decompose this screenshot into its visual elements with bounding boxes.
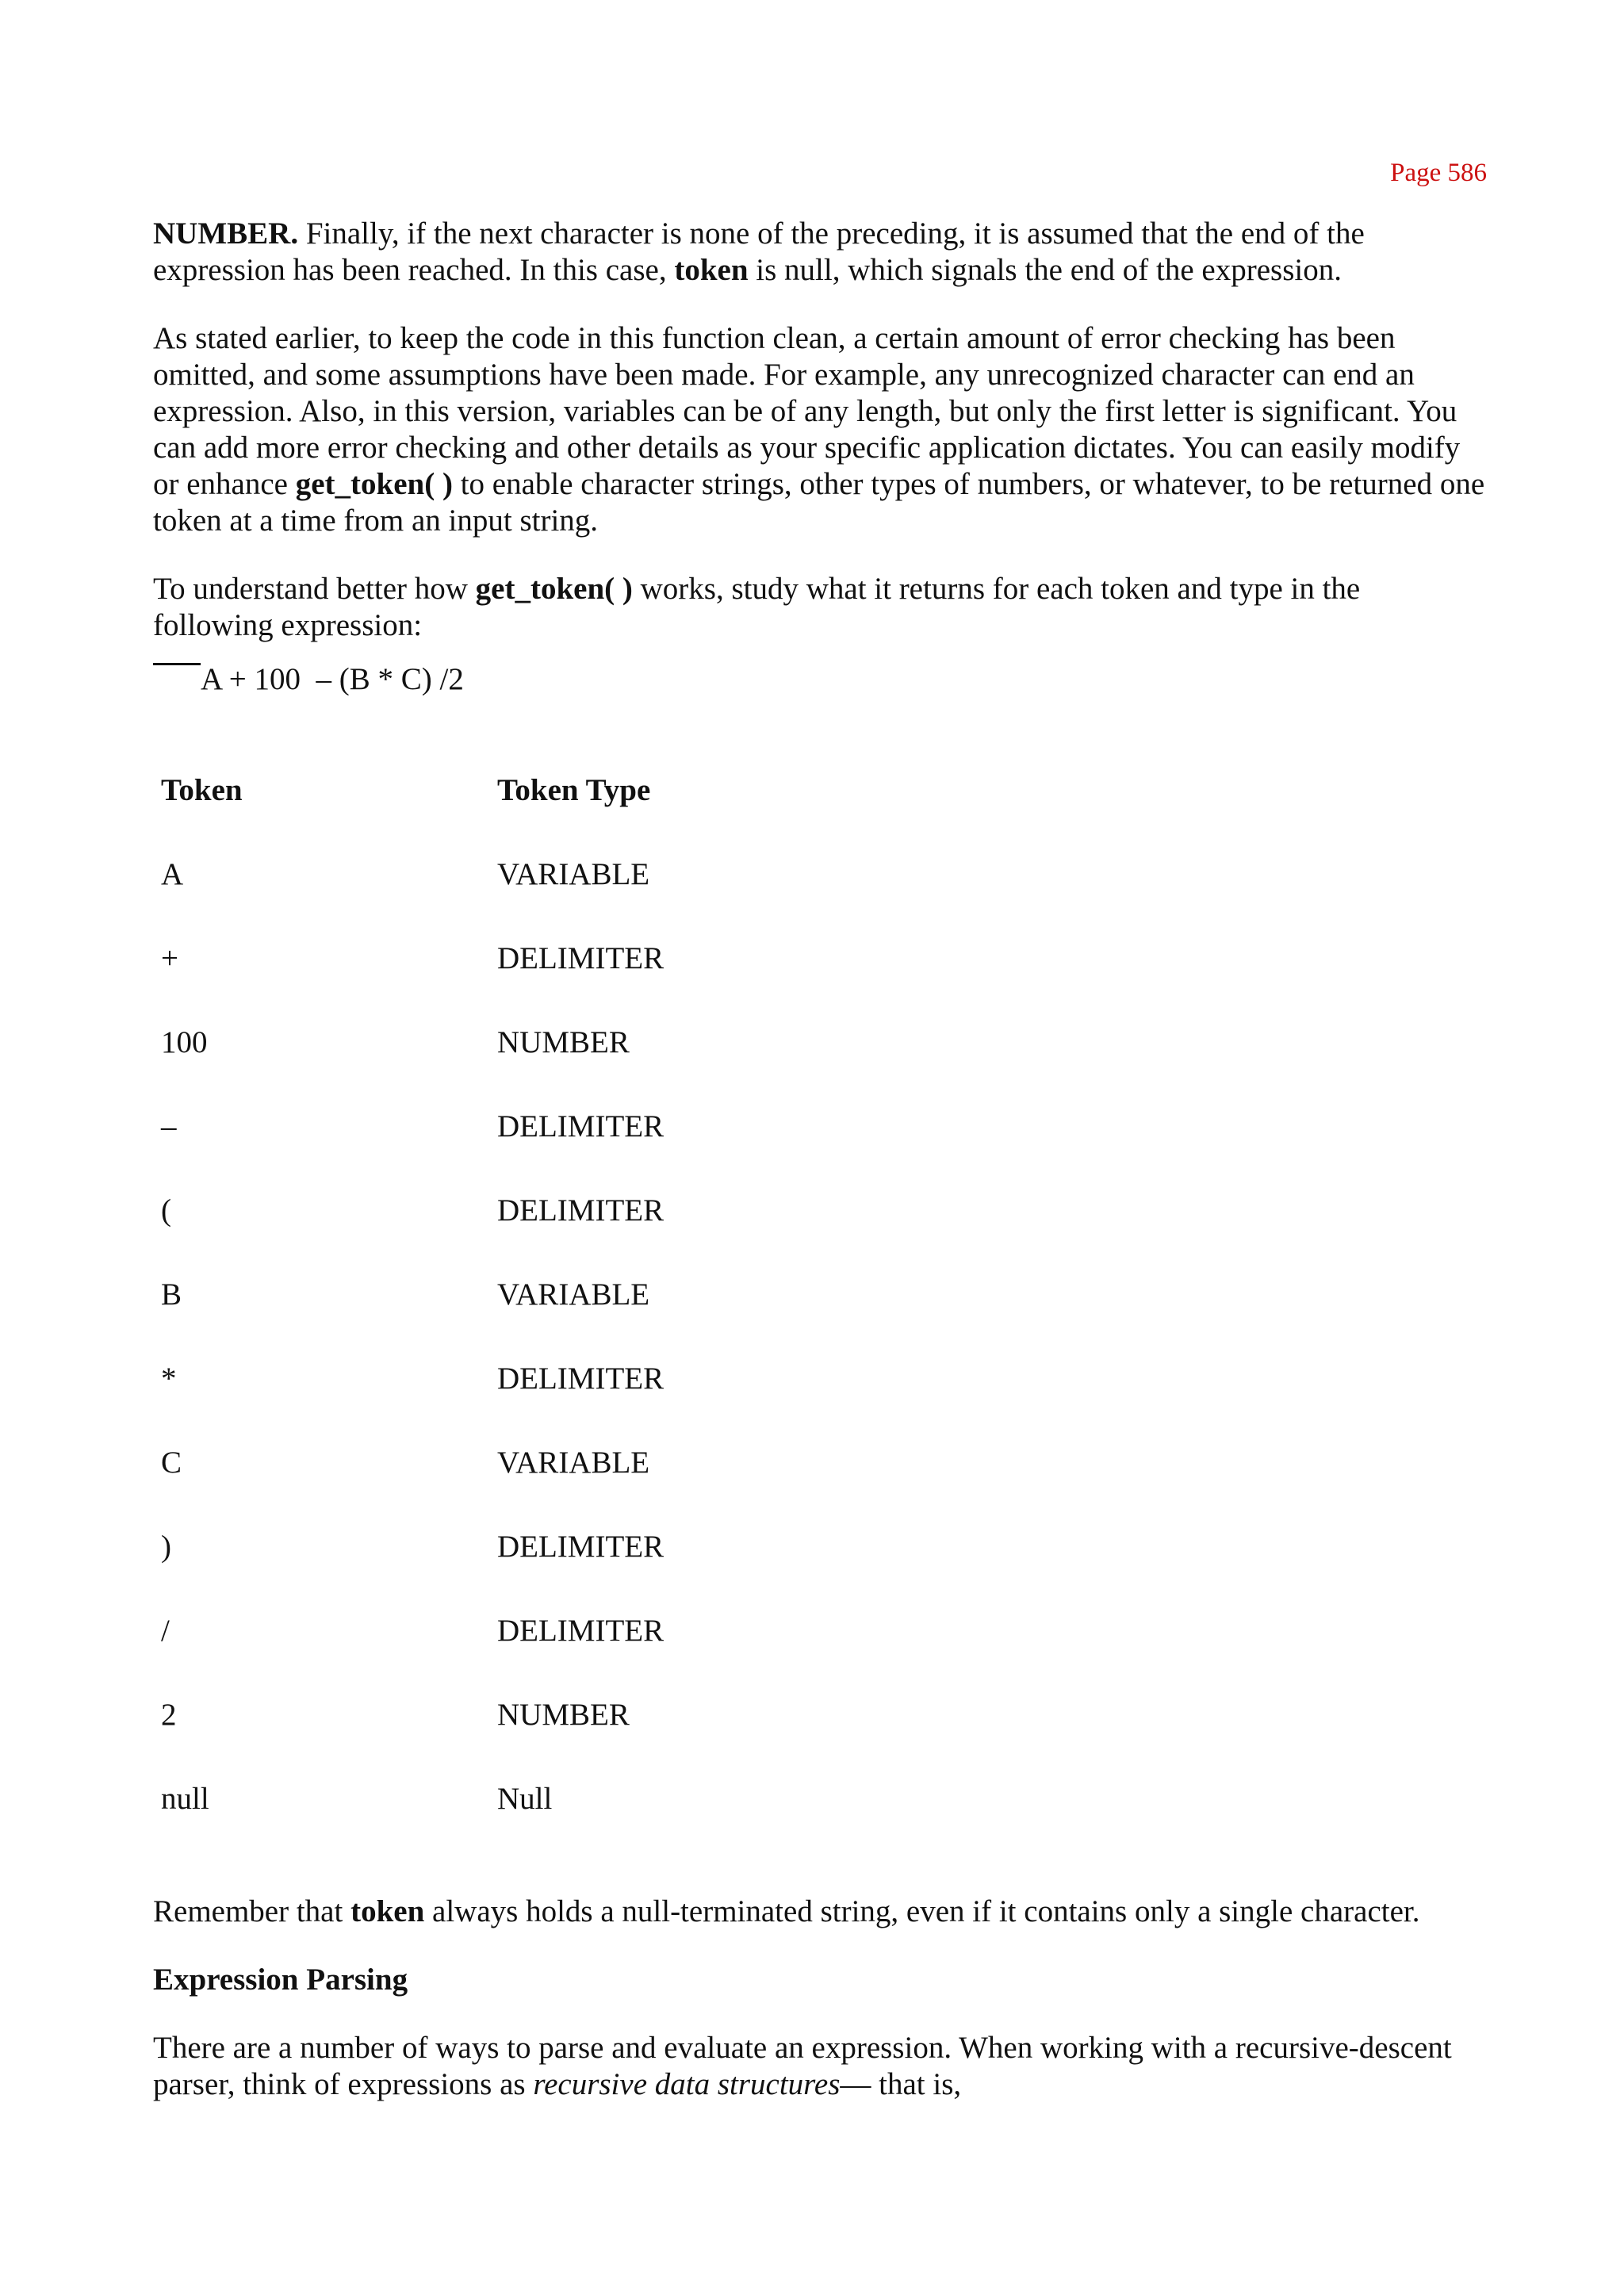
token-type-cell: VARIABLE (497, 1277, 650, 1312)
document-body (153, 216, 1485, 2135)
paragraph-text: is null, which signals the end of the expression. (748, 253, 1342, 287)
token-cell: A (161, 857, 184, 891)
function-get-token: get_token( ) (295, 467, 453, 501)
paragraph-text: — that is, (840, 2067, 962, 2101)
token-table (161, 772, 1485, 1865)
table-row (161, 1529, 1485, 1613)
paragraph-text: always holds a null-terminated string, even if it contains only a single character. (424, 1894, 1420, 1928)
table-row (161, 856, 1485, 940)
token-type-cell: DELIMITER (497, 1614, 665, 1648)
token-cell: ( (161, 1193, 171, 1227)
table-row (161, 1109, 1485, 1193)
after-table-section (153, 1894, 1485, 2103)
token-type-cell: DELIMITER (497, 1530, 665, 1564)
token-cell: 2 (161, 1698, 177, 1732)
function-get-token: get_token( ) (475, 572, 633, 606)
paragraph-parsing (153, 2030, 1485, 2103)
token-cell: ) (161, 1530, 171, 1564)
table-row (161, 1445, 1485, 1529)
table-row (161, 1024, 1485, 1109)
paragraph-null-terminated (153, 1894, 1485, 1930)
table-row (161, 1361, 1485, 1445)
token-cell: 100 (161, 1025, 208, 1059)
table-row (161, 1277, 1485, 1361)
paragraph-text: As stated earlier, to keep the code in this function clean, a certain amount of error checking has been omitted, and some assumptions have been made. For example, any unrecognized character can end an expression. Also, in this version, variables can be of any length, but only the first letter is significant. You can add more error checking and other details as your specific application dictates. You can easily modify or enhance (153, 321, 1461, 501)
example-expression (153, 661, 1485, 709)
table-body (161, 856, 1485, 1865)
expression-text: A + 100 – (B * C) /2 (201, 662, 464, 696)
table-row (161, 1193, 1485, 1277)
paragraph-text: Finally, if the next character is none of the preceding, it is assumed that the end of the expression has been reached. In this case, (153, 216, 1365, 287)
paragraph-number-end (153, 216, 1485, 289)
token-type-cell: NUMBER (497, 1025, 630, 1059)
token-cell: / (161, 1614, 170, 1648)
paragraph-text: works, study what it returns for each token and type in the following expression: (153, 572, 1361, 642)
token-type-cell: Null (497, 1782, 553, 1816)
term-token: token (350, 1894, 425, 1928)
term-number: NUMBER. (153, 216, 299, 251)
paragraph-understand (153, 571, 1485, 644)
table-header-row (161, 772, 1485, 856)
token-type-cell: DELIMITER (497, 1361, 665, 1396)
token-cell: – (161, 1109, 177, 1143)
token-type-cell: DELIMITER (497, 1109, 665, 1143)
token-cell: * (161, 1361, 177, 1396)
table-row (161, 1613, 1485, 1697)
token-cell: C (161, 1446, 182, 1480)
paragraph-text: Remember that (153, 1894, 351, 1928)
token-type-cell: VARIABLE (497, 857, 650, 891)
token-type-cell: VARIABLE (497, 1446, 650, 1480)
paragraph-error-checking (153, 320, 1485, 539)
token-type-cell: DELIMITER (497, 1193, 665, 1227)
term-token: token (674, 253, 749, 287)
token-type-cell: NUMBER (497, 1698, 630, 1732)
table-row (161, 940, 1485, 1024)
header-token-type: Token Type (497, 773, 651, 807)
token-cell: B (161, 1277, 182, 1312)
section-heading: Expression Parsing (153, 1963, 408, 1997)
page-number: Page 586 (1390, 159, 1487, 187)
term-recursive-data-structures: recursive data structures (533, 2067, 841, 2101)
token-cell: null (161, 1782, 209, 1816)
table-row (161, 1697, 1485, 1781)
header-token: Token (161, 773, 243, 807)
token-type-cell: DELIMITER (497, 941, 665, 975)
table-row (161, 1781, 1485, 1865)
expression-rule-mark (153, 663, 201, 665)
paragraph-text: To understand better how (153, 572, 476, 606)
token-cell: + (161, 941, 178, 975)
paragraph-text: There are a number of ways to parse and evaluate an expression. When working with a recursive-descent parser, think of expressions as (153, 2031, 1452, 2101)
paragraph-text: to enable character strings, other types of numbers, or whatever, to be returned one token at a time from an input string. (153, 467, 1485, 538)
